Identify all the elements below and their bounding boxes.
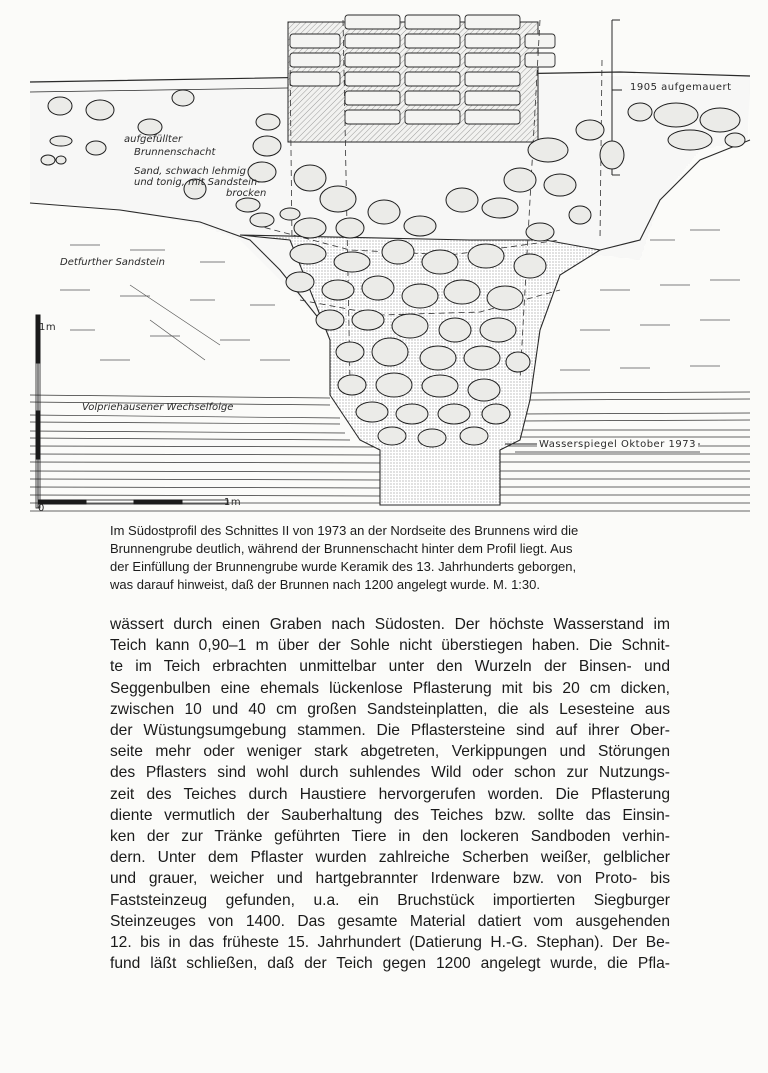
body-line: zwischen 10 und 40 cm großen Sandsteinplatten, die als Lesesteine aus [110,700,670,718]
label-fill-line-1: aufgefüllter [124,134,183,145]
body-line: fund läßt schließen, daß der Teich gegen 1200 angelegt wurde, die Pfla- [110,955,670,973]
body-line: te im Teich erbrachten unmittelbar unter den Wurzeln der Binsen- und [110,658,670,676]
label-fill-line-4: und tonig, mit Sandstein- [134,177,261,188]
label-volpriehausener: Volpriehausener Wechselfolge [82,402,234,413]
body-line: der Wüstungsumgebung stammen. Die Pflastersteine sind auf ihrer Ober- [110,722,670,740]
label-fill-line-3: Sand, schwach lehmig [134,166,247,177]
label-1905-built: 1905 aufgemauert [630,82,732,93]
caption-line: Brunnengrube deutlich, während der Brunnenschacht hinter dem Profil liegt. Aus [110,541,573,556]
body-line: ken der zur Tränke geführten Tiere in den lockeren Sandboden verhin- [110,828,670,846]
figure-caption [110,522,670,594]
body-line: Faststeinzeug gefunden, u.a. ein Bruchstück importierten Siegburger [110,891,670,909]
body-line: zeit des Teiches durch Haustiere hervorgerufen worden. Die Pflasterung [110,785,670,803]
label-detfurther-sandstein: Detfurther Sandstein [60,257,166,268]
body-line: Seggenbulben eine ehemals lückenlose Pflasterung mit bis 20 cm dicken, [110,679,670,697]
body-line: Teich kann 0,90–1 m über der Sohle nicht überstiegen haben. Die Schnit- [110,637,670,655]
body-line: diente vermutlich der Sauberhaltung des Teiches bzw. sollte das Einsin- [110,806,670,824]
body-line: 12. bis in das früheste 15. Jahrhundert (Datierung H.-G. Stephan). Der Be- [110,934,670,952]
label-water-level: Wasserspiegel Oktober 1973 [539,439,696,450]
label-scale-0: 0 [38,503,45,514]
body-line: wässert durch einen Graben nach Südosten. Der höchste Wasserstand im [110,616,670,633]
body-line: und grauer, weicher und hartgebrannter Irdenware bzw. von Proto- bis [110,870,670,888]
body-line: seite mehr oder weniger stark abgetreten, Verkippungen und Störungen [110,743,670,761]
caption-line: Im Südostprofil des Schnittes II von 1973 an der Nordseite des Brunnens wird die [110,523,579,538]
body-line: des Pflasters sind wohl durch suhlendes Wild oder schon zur Nutzungs- [110,764,670,782]
caption-line: der Einfüllung der Brunnengrube wurde Keramik des 13. Jahrhunderts geborgen, [110,559,577,574]
label-scale-1m-vertical: 1m [39,322,57,333]
body-paragraph [110,614,670,974]
caption-line: was darauf hinweist, daß der Brunnen nach 1200 angelegt wurde. M. 1:30. [110,577,540,592]
label-scale-1m-horizontal: 1m [224,497,242,508]
body-line: dern. Unter dem Pflaster wurden zahlreiche Scherben weißer, gelblicher [110,849,670,867]
label-fill-line-5: brocken [226,188,267,199]
label-fill-line-2: Brunnenschacht [134,147,216,158]
body-line: Steinzeuges von 1400. Das gesamte Material datiert vom ausgehenden [110,912,670,930]
well-profile-figure [0,0,768,520]
